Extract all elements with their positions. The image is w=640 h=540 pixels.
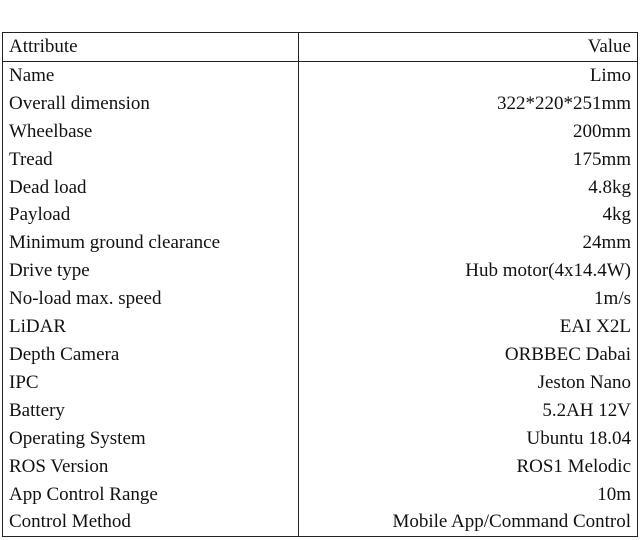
table-row: [3, 201, 638, 229]
attribute-cell: Payload: [3, 201, 299, 229]
caption-clipped: [0, 0, 640, 6]
table-row: [3, 453, 638, 481]
value-cell: Limo: [589, 64, 631, 86]
value-cell: 5.2AH 12V: [542, 399, 631, 421]
spec-table: [2, 32, 638, 537]
value-cell: Mobile App/Command Control: [392, 511, 631, 533]
table-row: [3, 341, 638, 369]
attribute-cell: LiDAR: [3, 313, 299, 341]
attribute-cell: IPC: [3, 369, 299, 397]
value-cell: ORBBEC Dabai: [504, 343, 631, 365]
attribute-cell: Drive type: [3, 257, 299, 285]
attribute-cell: Tread: [3, 146, 299, 174]
attribute-cell: Name: [3, 61, 299, 89]
value-cell: Hub motor(4x14.4W): [465, 260, 631, 282]
value-cell: 200mm: [572, 120, 631, 142]
value-cell: EAI X2L: [559, 316, 631, 338]
table-row: [3, 313, 638, 341]
table-row: [3, 285, 638, 313]
value-cell: ROS1 Melodic: [516, 455, 631, 477]
attribute-cell: Control Method: [3, 508, 299, 536]
value-cell: 10m: [597, 483, 631, 505]
value-cell: 1m/s: [594, 288, 631, 310]
table-row: [3, 369, 638, 397]
attribute-cell: ROS Version: [3, 453, 299, 481]
table-row: [3, 229, 638, 257]
value-cell: 4.8kg: [588, 176, 631, 198]
attribute-cell: Dead load: [3, 174, 299, 202]
attribute-cell: Operating System: [3, 425, 299, 453]
value-cell: Ubuntu 18.04: [526, 427, 631, 449]
header-attribute: Attribute: [3, 33, 299, 62]
table-row: [3, 425, 638, 453]
table-row: [3, 481, 638, 509]
table-row: [3, 397, 638, 425]
value-cell: 4kg: [602, 204, 631, 226]
table-header-row: [3, 33, 638, 62]
table-row: [3, 90, 638, 118]
value-cell: Jeston Nano: [537, 371, 631, 393]
value-cell: 175mm: [572, 148, 631, 170]
table-row: [3, 508, 638, 536]
attribute-cell: Depth Camera: [3, 341, 299, 369]
value-cell: 322*220*251mm: [496, 92, 631, 114]
table-row: [3, 61, 638, 89]
attribute-cell: Battery: [3, 397, 299, 425]
value-cell: 24mm: [582, 232, 631, 254]
attribute-cell: Overall dimension: [3, 90, 299, 118]
table-row: [3, 257, 638, 285]
table-row: [3, 146, 638, 174]
attribute-cell: App Control Range: [3, 481, 299, 509]
attribute-cell: No-load max. speed: [3, 285, 299, 313]
table-row: [3, 118, 638, 146]
attribute-cell: Wheelbase: [3, 118, 299, 146]
attribute-cell: Minimum ground clearance: [3, 229, 299, 257]
header-value: Value: [587, 36, 631, 57]
table-row: [3, 174, 638, 202]
